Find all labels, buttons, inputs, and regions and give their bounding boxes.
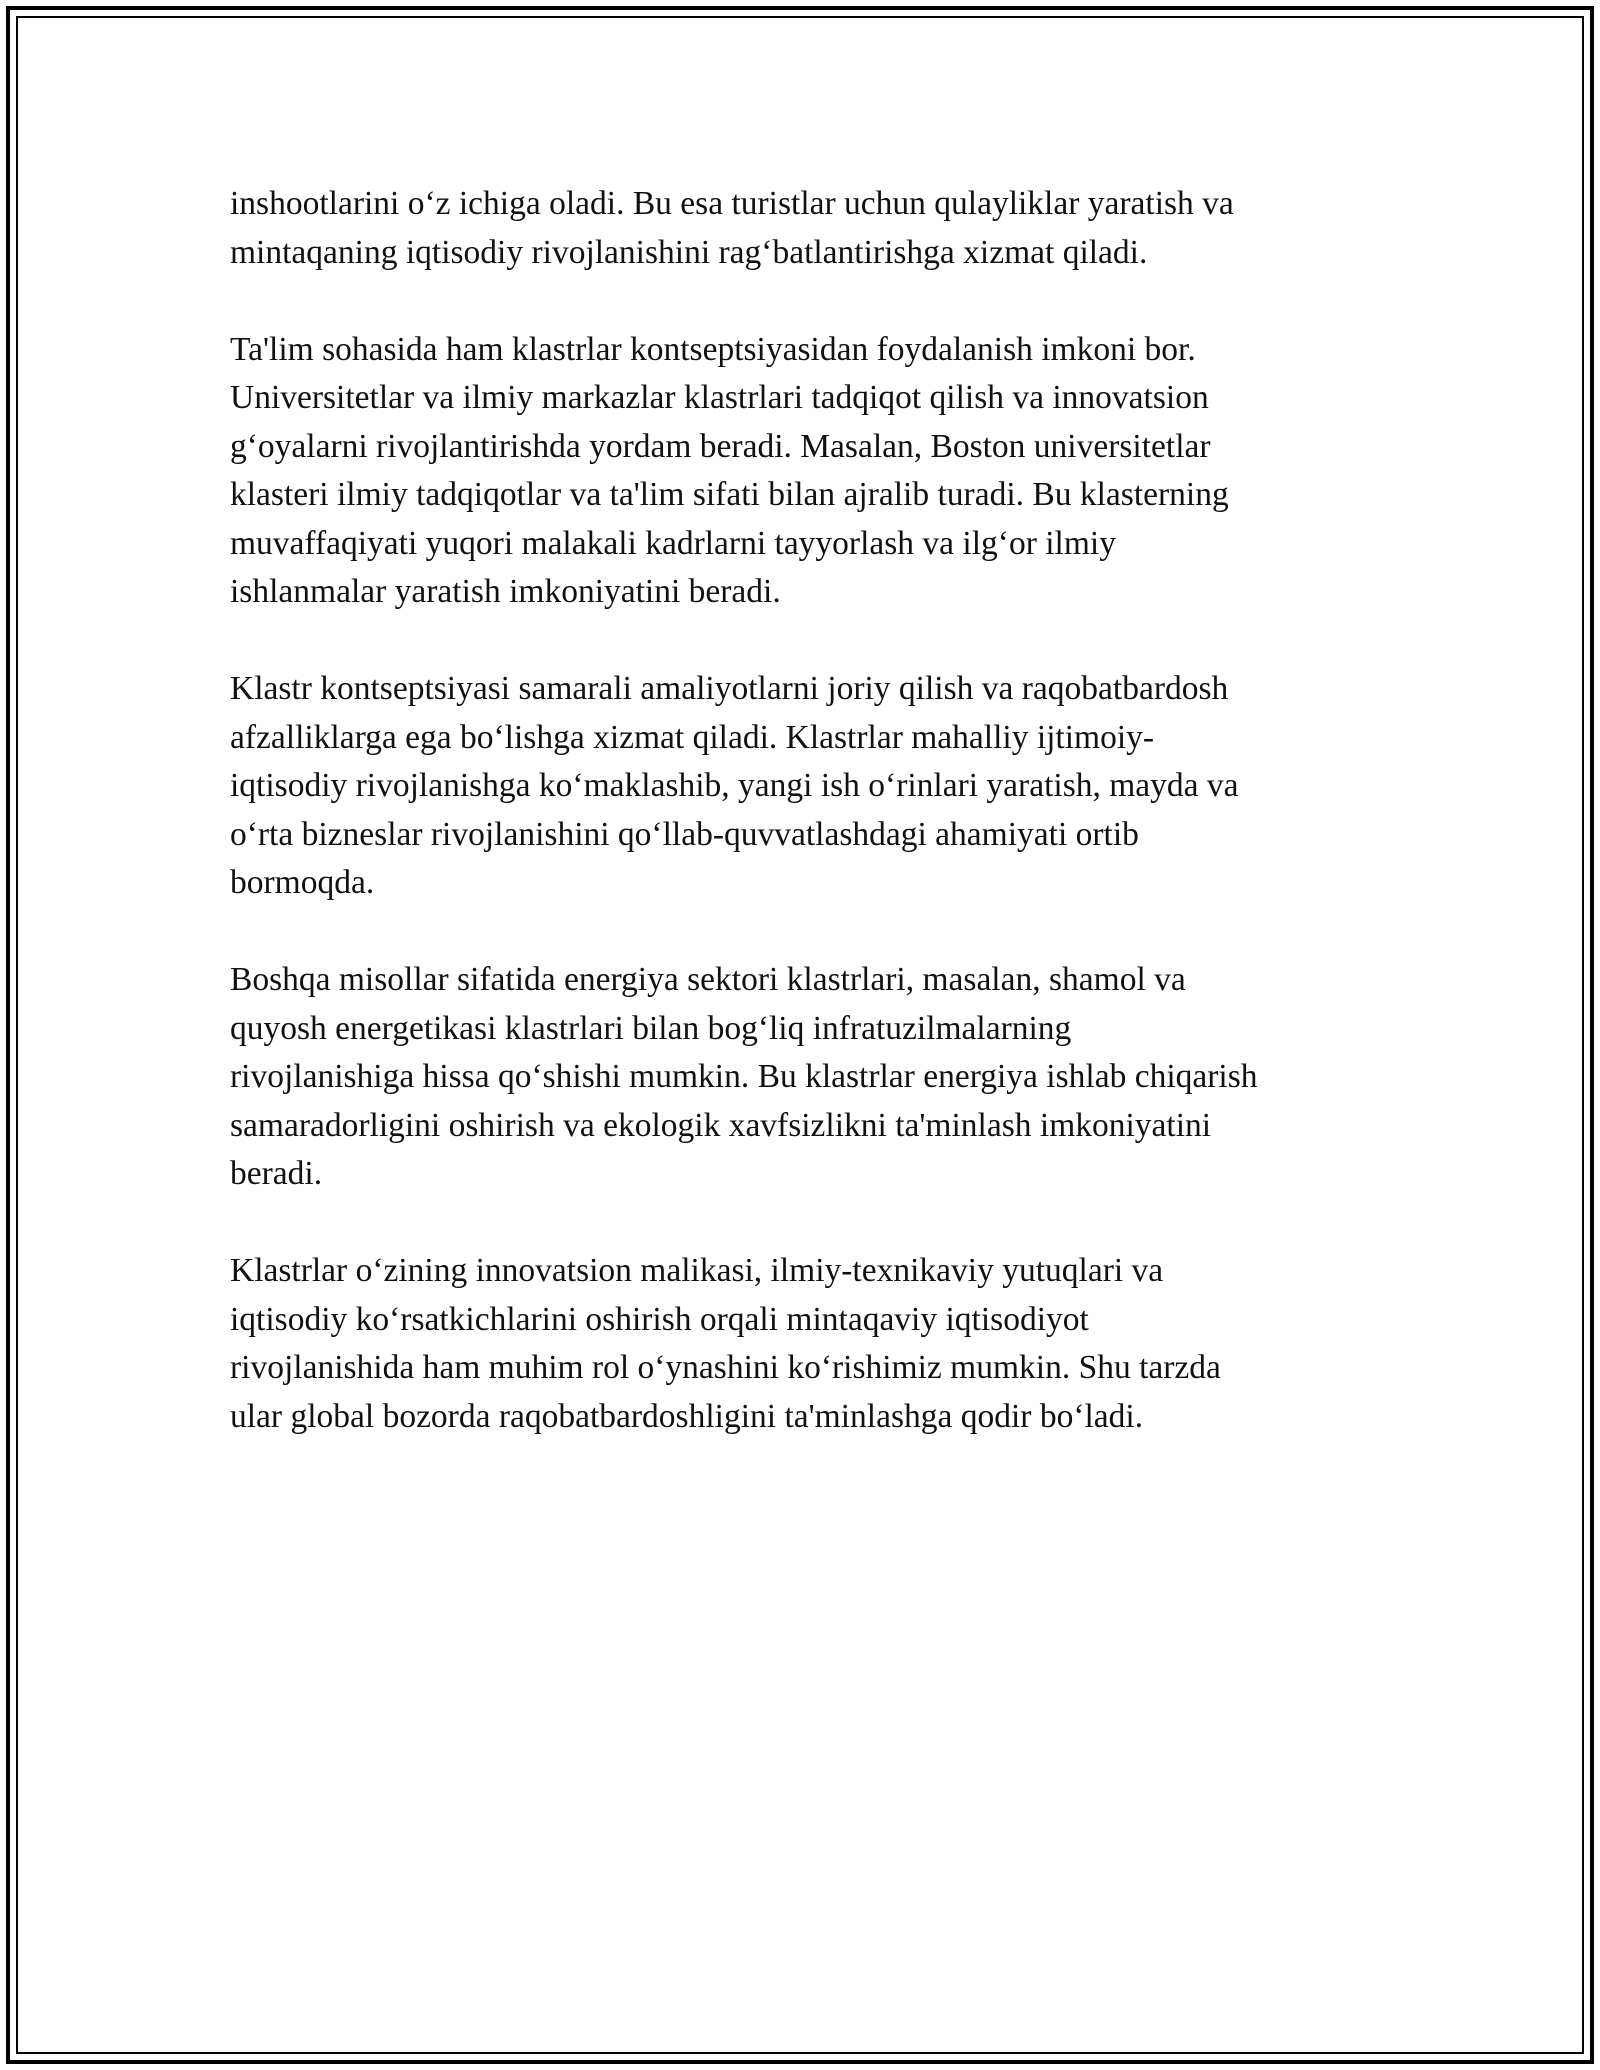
paragraph-5	[230, 1247, 1390, 1441]
text-line: ishlanmalar yaratish imkoniyatini beradi.	[230, 573, 781, 610]
text-line: Klastrlar o‘zining innovatsion malikasi, ilmiy-texnikaviy yutuqlari va	[230, 1252, 1164, 1289]
text-line: o‘rta bizneslar rivojlanishini qo‘llab-quvvatlashdagi ahamiyati ortib	[230, 815, 1139, 853]
text-line: bormoqda.	[230, 864, 375, 901]
text-line: muvaffaqiyati yuqori malakali kadrlarni tayyorlash va ilg‘or ilmiy	[230, 524, 1116, 562]
text-line: Klastr kontseptsiyasi samarali amaliyotlarni joriy qilish va raqobatbardosh	[230, 670, 1229, 707]
paragraph-4	[230, 956, 1390, 1199]
document-body	[230, 180, 1390, 1490]
text-line: g‘oyalarni rivojlantirishda yordam beradi. Masalan, Boston universitetlar	[230, 427, 1211, 465]
text-line: Universitetlar va ilmiy markazlar klastrlari tadqiqot qilish va innovatsion	[230, 379, 1209, 416]
text-line: samaradorligini oshirish va ekologik xavfsizlikni ta'minlash imkoniyatini	[230, 1106, 1212, 1144]
text-line: mintaqaning iqtisodiy rivojlanishini rag‘batlantirishga xizmat qiladi.	[230, 233, 1148, 271]
text-line: quyosh energetikasi klastrlari bilan bog‘liq infratuzilmalarning	[230, 1009, 1072, 1047]
text-line: Boshqa misollar sifatida energiya sektori klastrlari, masalan, shamol va	[230, 961, 1186, 998]
paragraph-2	[230, 326, 1390, 617]
text-line: Ta'lim sohasida ham klastrlar kontseptsiyasidan foydalanish imkoni bor.	[230, 330, 1196, 368]
text-line: iqtisodiy rivojlanishga ko‘maklashib, yangi ish o‘rinlari yaratish, mayda va	[230, 767, 1239, 804]
text-line: afzalliklarga ega bo‘lishga xizmat qiladi. Klastrlar mahalliy ijtimoiy-	[230, 718, 1155, 756]
text-line: inshootlarini o‘z ichiga oladi. Bu esa turistlar uchun qulayliklar yaratish va	[230, 185, 1234, 222]
text-line: rivojlanishiga hissa qo‘shishi mumkin. Bu klastrlar energiya ishlab chiqarish	[230, 1058, 1258, 1095]
paragraph-1	[230, 180, 1390, 277]
text-line: beradi.	[230, 1155, 323, 1192]
text-line: ular global bozorda raqobatbardoshligini ta'minlashga qodir bo‘ladi.	[230, 1397, 1144, 1435]
text-line: rivojlanishida ham muhim rol o‘ynashini ko‘rishimiz mumkin. Shu tarzda	[230, 1349, 1221, 1386]
text-line: iqtisodiy ko‘rsatkichlarini oshirish orqali mintaqaviy iqtisodiyot	[230, 1300, 1089, 1338]
text-line: klasteri ilmiy tadqiqotlar va ta'lim sifati bilan ajralib turadi. Bu klasterning	[230, 476, 1229, 513]
paragraph-3	[230, 665, 1390, 908]
